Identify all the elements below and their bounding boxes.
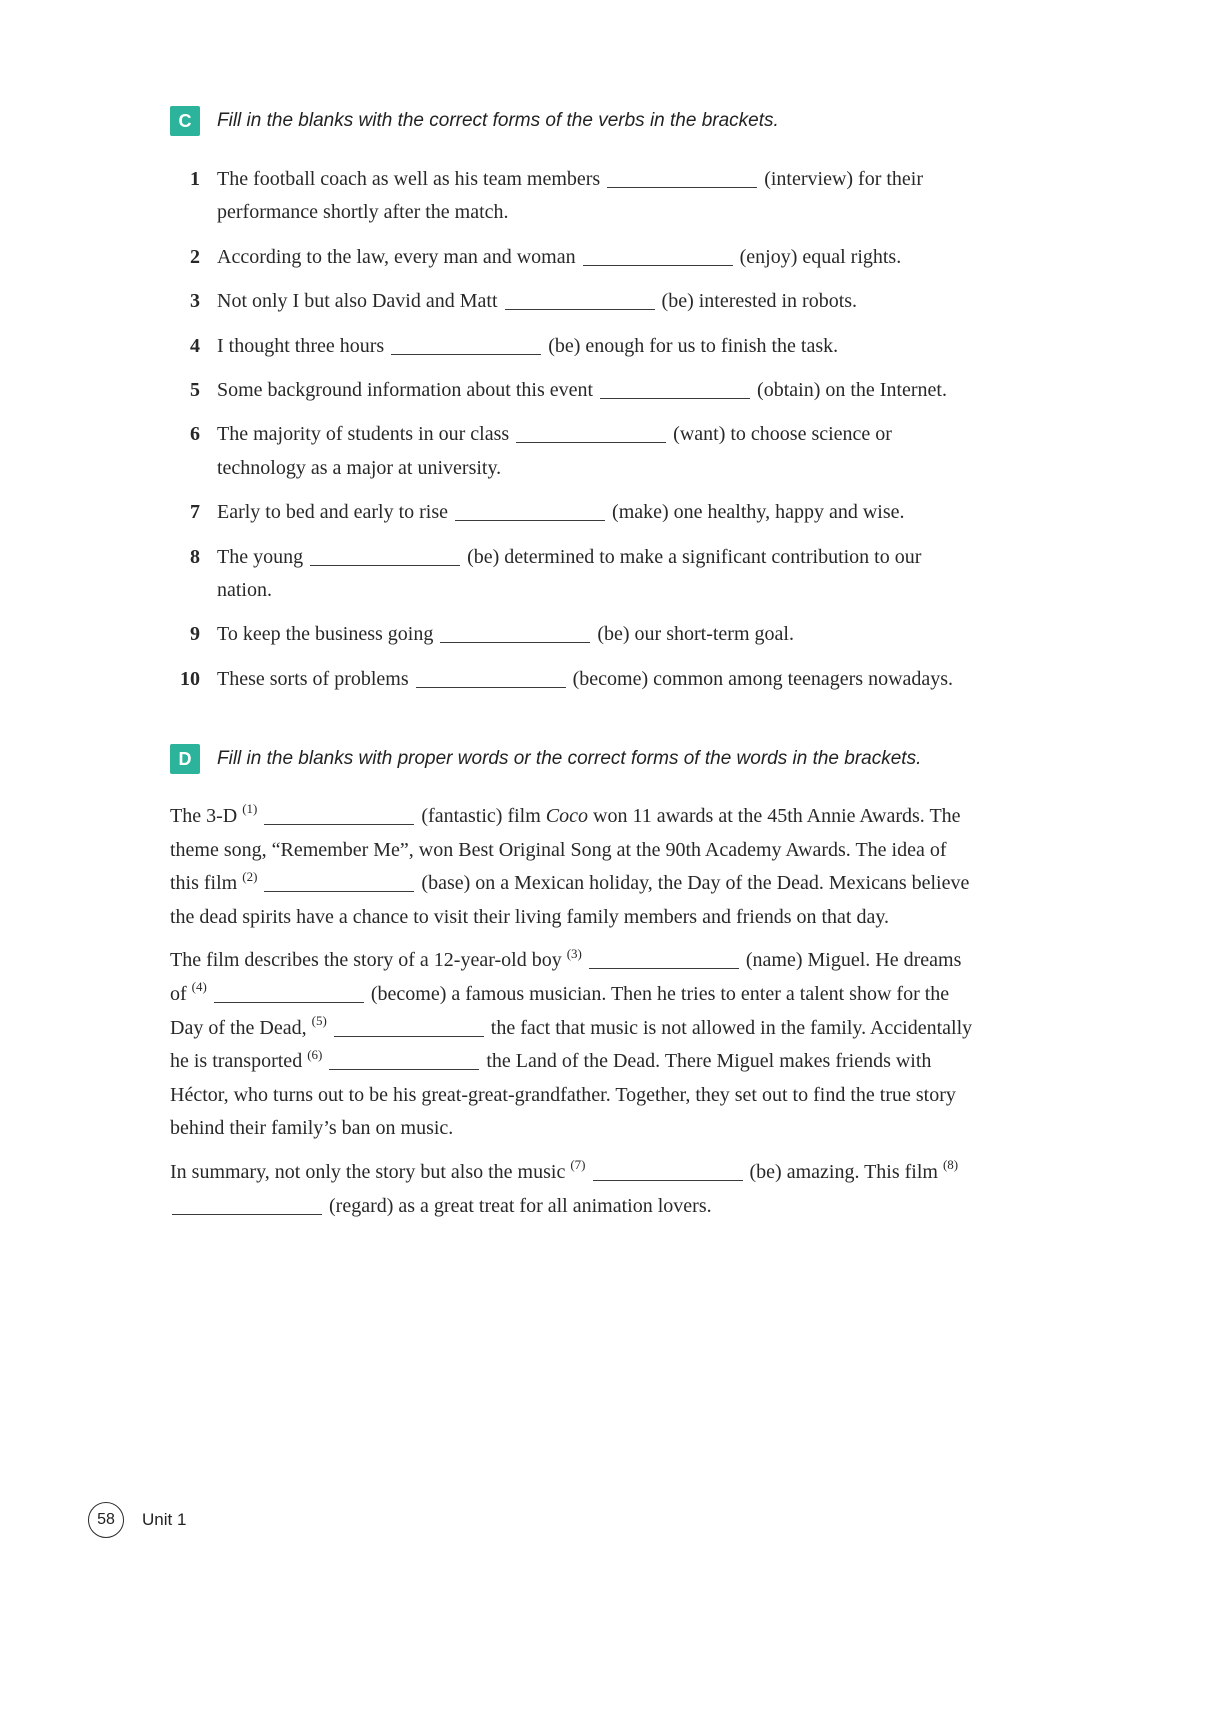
- exercise-item: [170, 374, 975, 407]
- answer-blank[interactable]: [516, 422, 666, 443]
- item-text: Some background information about this event (obtain) on the Internet.: [217, 378, 947, 401]
- item-number: 4: [190, 334, 200, 357]
- item-number: 1: [190, 168, 200, 190]
- blank-number: (2): [242, 868, 258, 884]
- exercise-list-c: [170, 163, 975, 696]
- blank-number: (7): [570, 1157, 586, 1173]
- passage-paragraph: The film describes the story of a 12-year-old boy $^{(3)}$ (name) Miguel. He dreams of $^{(4)}$ (become) a famous musician. Then he tries to enter a talent show for the Day of the Dead, $^{(5)}$ the fact that music is not allowed in the family. Accidentally he is transported $^{(6)}$ the Land of the Dead. There Miguel makes friends with Héctor, who turns out to be his great-great-grandfather. Together, they set out to find the true story behind their family’s ban on music.: [170, 945, 973, 1140]
- page-number-badge: 58: [88, 1502, 124, 1538]
- passage-paragraph: In summary, not only the story but also the music $^{(7)}$ (be) amazing. This film $^{(8)}$ (regard) as a great treat for all animation lovers.: [170, 1157, 959, 1217]
- exercise-item: [170, 330, 975, 363]
- item-number: 7: [190, 501, 200, 524]
- answer-blank[interactable]: [600, 378, 750, 399]
- answer-blank[interactable]: [172, 1194, 322, 1215]
- answer-blank[interactable]: [593, 1160, 743, 1181]
- item-number: 2: [190, 245, 200, 268]
- blank-number: (6): [307, 1046, 323, 1062]
- exercise-item: [170, 418, 975, 485]
- item-text: Not only I but also David and Matt (be) interested in robots.: [217, 290, 858, 313]
- section-d-header: [170, 744, 975, 774]
- item-number: 3: [190, 290, 200, 313]
- section-d: [170, 744, 975, 1223]
- section-c-instruction: Fill in the blanks with the correct forms of the verbs in the brackets.: [217, 110, 779, 131]
- item-text: These sorts of problems (become) common among teenagers nowadays.: [217, 667, 954, 690]
- exercise-item: [170, 241, 975, 274]
- italic-title: Coco: [545, 805, 588, 828]
- item-number: 9: [190, 623, 200, 646]
- unit-label: Unit 1: [142, 1510, 187, 1529]
- exercise-item: [170, 285, 975, 318]
- answer-blank[interactable]: [607, 167, 757, 188]
- item-text: I thought three hours (be) enough for us to finish the task.: [217, 334, 839, 357]
- answer-blank[interactable]: [214, 982, 364, 1003]
- blank-number: (1): [242, 801, 258, 817]
- section-c-header: [170, 106, 975, 136]
- answer-blank[interactable]: [455, 500, 605, 521]
- answer-blank[interactable]: [589, 948, 739, 969]
- item-number: 6: [190, 423, 200, 446]
- answer-blank[interactable]: [440, 622, 590, 643]
- answer-blank[interactable]: [334, 1016, 484, 1037]
- answer-blank[interactable]: [264, 804, 414, 825]
- item-text: The young (be) determined to make a significant contribution to our nation.: [217, 545, 922, 601]
- exercise-item: [170, 618, 975, 651]
- answer-blank[interactable]: [505, 289, 655, 310]
- exercise-item: [170, 163, 975, 230]
- passage-d: [170, 800, 975, 1223]
- answer-blank[interactable]: [416, 667, 566, 688]
- answer-blank[interactable]: [264, 871, 414, 892]
- item-text: The majority of students in our class (want) to choose science or technology as a major at university.: [217, 423, 892, 479]
- section-d-instruction: Fill in the blanks with proper words or the correct forms of the words in the brackets.: [217, 748, 922, 770]
- section-c-badge: C: [170, 106, 200, 136]
- blank-number: (3): [566, 945, 582, 961]
- item-text: Early to bed and early to rise (make) one healthy, happy and wise.: [217, 501, 905, 524]
- page-content: [170, 106, 975, 1233]
- section-c: [170, 106, 975, 696]
- passage-paragraph: The 3-D $^{(1)}$ (fantastic) film Coco won 11 awards at the 45th Annie Awards. The theme song, “Remember Me”, won Best Original Song at the 90th Academy Awards. The idea of this film $^{(2)}$ (base) on a Mexican holiday, the Day of the Dead. Mexicans believe the dead spirits have a chance to visit their living family members and friends on that day.: [170, 801, 970, 928]
- item-number: 10: [180, 667, 200, 690]
- exercise-item: [170, 496, 975, 529]
- item-number: 8: [190, 545, 200, 568]
- item-text: The football coach as well as his team members (interview) for their performance shortly after the match.: [217, 168, 924, 224]
- page-footer: [88, 1502, 186, 1538]
- section-d-badge: D: [170, 744, 200, 774]
- item-number: 5: [190, 378, 200, 401]
- answer-blank[interactable]: [583, 245, 733, 266]
- item-text: To keep the business going (be) our short-term goal.: [217, 623, 794, 646]
- answer-blank[interactable]: [391, 334, 541, 355]
- answer-blank[interactable]: [310, 545, 460, 566]
- exercise-item: [170, 663, 975, 696]
- exercise-item: [170, 541, 975, 608]
- blank-number: (4): [191, 979, 207, 995]
- blank-number: (5): [311, 1012, 327, 1028]
- item-text: According to the law, every man and woman (enjoy) equal rights.: [217, 245, 902, 268]
- answer-blank[interactable]: [329, 1049, 479, 1070]
- blank-number: (8): [942, 1157, 959, 1173]
